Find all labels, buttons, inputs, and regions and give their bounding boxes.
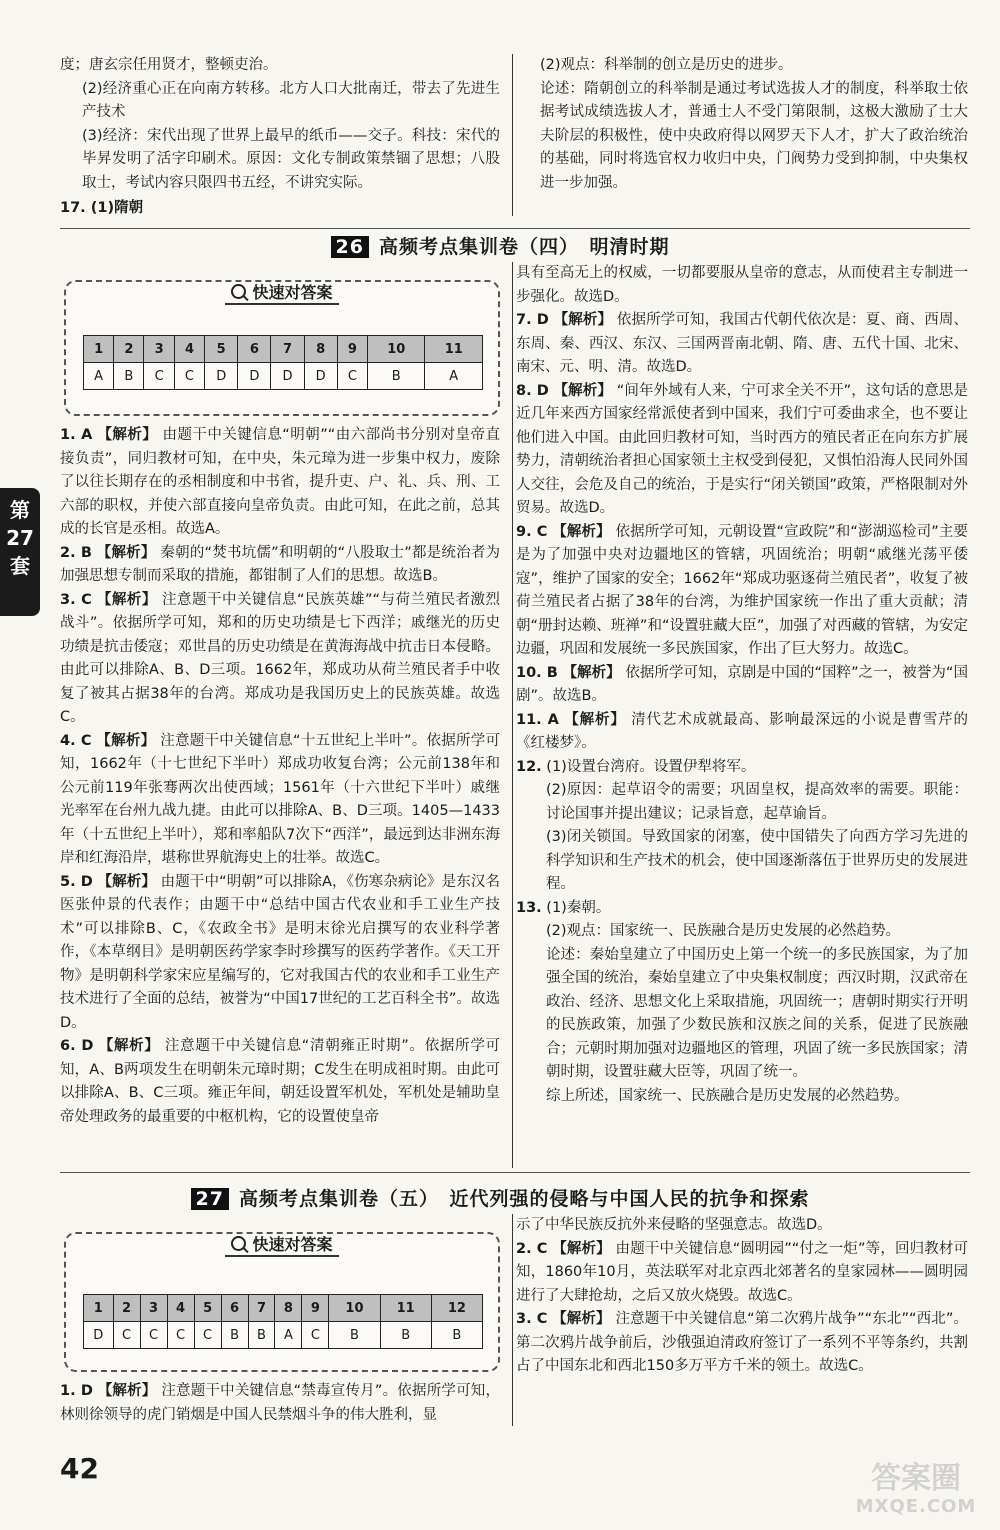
answer-number-cell: 11 <box>380 1295 431 1322</box>
answer-letter-cell: B <box>431 1322 482 1349</box>
answer-item <box>60 424 500 542</box>
analysis-tag: 【解析】 <box>553 382 612 399</box>
answer-item <box>60 1035 500 1129</box>
answer-letter-cell: C <box>174 363 204 390</box>
sec26-top-rule <box>60 228 970 229</box>
answer-letter-cell: C <box>140 1322 167 1349</box>
answer-number-cell: 10 <box>368 336 425 363</box>
answer-letter-cell: B <box>329 1322 380 1349</box>
answer-text: 由题干中关键信息“圆明园”“付之一炬”等，回归教材可知，1860年10月，英法联军对北京西北郊著名的皇家园林——圆明园进行了大肆抢劫，之后又放火烧毁。故选C。 <box>516 1240 969 1304</box>
sec26-heading <box>0 232 1000 259</box>
sec26-left-column <box>60 424 500 1129</box>
answer-number-cell: 12 <box>431 1295 482 1322</box>
answer-number-cell: 9 <box>302 1295 329 1322</box>
question-number: 12. <box>516 758 542 775</box>
top-left-line-2: (2)经济重心正在向南方转移。北方人口大批南迁，带去了先进生产技术 <box>82 80 500 120</box>
answer-letter-cell: C <box>167 1322 194 1349</box>
answer-item <box>516 920 968 944</box>
answer-item <box>516 662 968 709</box>
question-number: 3. C <box>60 591 92 608</box>
analysis-tag: 【解析】 <box>552 523 611 540</box>
answer-text: 注意题干中关键信息“十五世纪上半叶”。依据所学可知，1662年（十七世纪下半叶）郑成功收复台湾；公元前138年和公元前119年张骞两次出使西域；1561年（十六世纪下半叶）戚继光率军在台州九战九捷。由此可以排除A、B、D三项。1405—1433年（十五世纪上半叶），郑和率船队7次下“西洋”，最远到达非洲东海岸和红海沿岸，堪称世界航海史上的壮举。故选C。 <box>60 732 501 866</box>
answer-letter-cell: C <box>113 1322 140 1349</box>
answer-number-cell: 7 <box>271 336 304 363</box>
answer-text: (2)观点：国家统一、民族融合是历史发展的必然趋势。 <box>546 923 901 939</box>
answer-number-cell: 4 <box>174 336 204 363</box>
analysis-tag: 【解析】 <box>553 312 613 328</box>
analysis-tag: 【解析】 <box>96 732 156 749</box>
sec26-answer-table <box>83 335 483 390</box>
analysis-tag: 【解析】 <box>97 427 158 443</box>
sec27-title: 高频考点集训卷（五） 近代列强的侵略与中国人民的抗争和探索 <box>238 1188 810 1210</box>
answer-text: 依据所学可知，京剧是中国的“国粹”之一，被誉为“国剧”。故选B。 <box>516 664 968 704</box>
answer-item <box>516 1308 968 1379</box>
answer-number-cell: 9 <box>337 336 367 363</box>
question-number: 10. B <box>516 664 558 681</box>
answer-letter-cell: A <box>425 363 483 390</box>
sec27-answer-letters-row <box>84 1322 483 1349</box>
analysis-tag: 【解析】 <box>97 873 156 890</box>
answer-letter-cell: B <box>248 1322 275 1349</box>
sec27-quick-answer-label: 快速对答案 <box>252 1235 333 1254</box>
sec26-badge: 26 <box>331 236 369 258</box>
answer-number-cell: 6 <box>238 336 271 363</box>
answer-item <box>516 709 968 756</box>
answer-letter-cell: D <box>84 1322 114 1349</box>
sec26-quick-answer-label: 快速对答案 <box>252 283 333 302</box>
top-right-column <box>540 54 968 195</box>
answer-number-cell: 6 <box>221 1295 248 1322</box>
answer-text: “间年外域有人来，宁可求全关不开”，这句话的意思是近几年来西方国家经常派使者到中国来，我们宁可委曲求全，也不要让他们进入中国。由此回归教材可知，当时西方的殖民者正在向东方扩展势力，清朝统治者担心国家领土主权受到侵犯，又惧怕沿海人民同外国人交往，会危及自己的统治，于是实行“闭关锁国”政策，严格限制对外贸易。故选D。 <box>516 382 969 516</box>
sec27-answer-table <box>83 1294 483 1349</box>
question-number: 1. D <box>60 1383 93 1399</box>
analysis-tag: 【解析】 <box>552 1240 611 1257</box>
answer-letter-cell: C <box>337 363 367 390</box>
answer-number-cell: 11 <box>425 336 483 363</box>
answer-number-cell: 10 <box>329 1295 380 1322</box>
answer-number-cell: 7 <box>248 1295 275 1322</box>
answer-letter-cell: A <box>84 363 114 390</box>
page-number: 42 <box>60 1452 99 1485</box>
answer-item <box>516 897 968 921</box>
answer-letter-cell: B <box>380 1322 431 1349</box>
answer-letter-cell: B <box>368 363 425 390</box>
analysis-tag: 【解析】 <box>552 1311 611 1327</box>
answer-number-cell: 2 <box>114 336 144 363</box>
question-number: 2. B <box>60 544 92 561</box>
side-tab-line-3: 套 <box>10 554 30 578</box>
analysis-tag: 【解析】 <box>562 664 621 681</box>
question-number: 3. C <box>516 1311 548 1327</box>
answer-letter-cell: C <box>302 1322 329 1349</box>
answer-text: 秦朝的“焚书坑儒”和明朝的“八股取士”都是统治者为加强思想专制而采取的措施，都钳制了人们的思想。故选B。 <box>60 544 501 584</box>
answer-item <box>516 309 968 380</box>
answer-text: 示了中华民族反抗外来侵略的坚强意志。故选D。 <box>516 1217 832 1233</box>
sec27-left-column <box>60 1380 500 1427</box>
answer-item <box>60 542 500 589</box>
answer-letter-cell: B <box>114 363 144 390</box>
answer-item <box>60 589 500 730</box>
answer-item <box>516 756 968 780</box>
question-number: 6. D <box>60 1038 94 1054</box>
top-left-line-4: 17. (1)隋朝 <box>60 200 144 216</box>
sec26-column-divider <box>512 262 513 1168</box>
top-right-line-1: (2)观点：科举制的创立是历史的进步。 <box>540 57 793 73</box>
answer-letter-cell: D <box>205 363 238 390</box>
answer-item <box>516 826 968 897</box>
sec26-answer-letters-row <box>84 363 483 390</box>
answer-item <box>60 871 500 1036</box>
answer-text: (2)原因：起草诏令的需要；巩固皇权，提高效率的需要。职能：讨论国事并提出建议；记录旨意，起草谕旨。 <box>546 782 968 822</box>
question-number: 8. D <box>516 382 549 399</box>
answer-letter-cell: D <box>238 363 271 390</box>
side-tab-line-2: 27 <box>6 526 34 550</box>
answer-number-cell: 3 <box>140 1295 167 1322</box>
sec26-answer-numbers-row <box>84 336 483 363</box>
answer-text: 由题干中关键信息“明朝”“由六部尚书分别对皇帝直接负责”，同归教材可知，在中央，朱元璋为进一步集中权力，废除了以往长期存在的丞相制度和中书省，提升吏、户、礼、兵、刑、工六部的职权，并使六部直接向皇帝负责。由此可知，在此之前，总其成的长官是丞相。故选A。 <box>60 427 501 537</box>
answer-item <box>516 944 968 1085</box>
answer-letter-cell: D <box>304 363 337 390</box>
analysis-tag: 【解析】 <box>96 544 156 561</box>
answer-item <box>516 262 968 309</box>
question-number: 11. A <box>516 711 559 728</box>
top-right-line-2: 论述：隋朝创立的科举制是通过考试选拔人才的制度，科举取士依据考试成绩选拔人才，普通士人不受门第限制，这极大激励了士大夫阶层的积极性，使中央政府得以网罗天下人才，扩大了政治统治的基础，同时将选官权力收归中央，门阀势力受到抑制，中央集权进一步加强。 <box>540 80 968 191</box>
analysis-tag: 【解析】 <box>564 711 626 728</box>
side-tab <box>0 488 40 616</box>
answer-letter-cell: C <box>194 1322 221 1349</box>
top-left-line-1: 度；唐玄宗任用贤才，整顿吏治。 <box>60 57 278 73</box>
sec27-heading <box>0 1184 1000 1211</box>
answer-number-cell: 1 <box>84 336 114 363</box>
answer-letter-cell: D <box>271 363 304 390</box>
analysis-tag: 【解析】 <box>98 1038 160 1054</box>
answer-text: 具有至高无上的权威，一切都要服从皇帝的意志，从而使君主专制进一步强化。故选D。 <box>516 265 968 305</box>
sec26-right-column <box>516 262 968 1108</box>
answer-item <box>516 1085 968 1109</box>
question-number: 1. A <box>60 427 93 443</box>
sec26-title: 高频考点集训卷（四） 明清时期 <box>378 236 670 258</box>
sec27-badge: 27 <box>191 1188 229 1210</box>
top-left-column <box>60 54 500 221</box>
search-icon <box>231 284 246 299</box>
answer-number-cell: 8 <box>304 336 337 363</box>
answer-number-cell: 5 <box>205 336 238 363</box>
answer-letter-cell: B <box>221 1322 248 1349</box>
answer-number-cell: 1 <box>84 1295 114 1322</box>
answer-number-cell: 2 <box>113 1295 140 1322</box>
side-tab-line-1: 第 <box>10 498 30 522</box>
answer-number-cell: 4 <box>167 1295 194 1322</box>
question-number: 5. D <box>60 873 93 890</box>
answer-text: 注意题干中关键信息“清朝雍正时期”。依据所学可知，A、B两项发生在明朝朱元璋时期；C发生在明成祖时期。由此可以排除A、B、C三项。雍正年间，朝廷设置军机处，军机处是辅助皇帝处理政务的最重要的中枢机构，它的设置使皇帝 <box>60 1038 501 1125</box>
question-number: 9. C <box>516 523 548 540</box>
sec26-quick-answer-title <box>66 280 498 305</box>
answer-item <box>516 779 968 826</box>
sec27-top-rule <box>60 1172 970 1173</box>
sec27-column-divider <box>512 1214 513 1426</box>
answer-item <box>516 380 968 521</box>
answer-text: (1)秦朝。 <box>546 899 611 916</box>
answer-text: 注意题干中关键信息“禁毒宣传月”。依据所学可知，林则徐领导的虎门销烟是中国人民禁烟斗争的伟大胜利，显 <box>60 1383 500 1423</box>
question-number: 13. <box>516 899 542 916</box>
answer-text: 综上所述，国家统一、民族融合是历史发展的必然趋势。 <box>546 1087 909 1104</box>
answer-item <box>60 1380 500 1427</box>
answer-letter-cell: C <box>144 363 174 390</box>
analysis-tag: 【解析】 <box>97 1383 157 1399</box>
answer-text: (1)设置台湾府。设置伊犁将军。 <box>546 758 756 775</box>
watermark-sub: MXQE.COM <box>855 1496 977 1517</box>
sec27-answer-numbers-row <box>84 1295 483 1322</box>
answer-text: 清代艺术成就最高、影响最深远的小说是曹雪芹的《红楼梦》。 <box>516 711 969 751</box>
watermark-logo <box>836 1462 996 1528</box>
answer-item <box>516 1214 968 1238</box>
answer-item <box>60 730 500 871</box>
question-number: 2. C <box>516 1240 548 1257</box>
answer-text: 注意题干中关键信息“民族英雄”“与荷兰殖民者激烈战斗”。依据所学可知，郑和的历史功绩是七下西洋；戚继光的历史功绩是抗击倭寇；邓世昌的历史功绩是在黄海海战中抗击日本侵略。由此可以排除A、B、D三项。1662年，郑成功从荷兰殖民者手中收复了被其占据38年的台湾。郑成功是我国历史上的民族英雄。故选C。 <box>60 591 501 725</box>
analysis-tag: 【解析】 <box>96 591 157 608</box>
answer-item <box>516 521 968 662</box>
answer-number-cell: 8 <box>275 1295 302 1322</box>
answer-number-cell: 3 <box>144 336 174 363</box>
top-column-divider <box>512 54 513 216</box>
answer-number-cell: 5 <box>194 1295 221 1322</box>
top-left-line-3: (3)经济：宋代出现了世界上最早的纸币——交子。科技：宋代的毕昇发明了活字印刷术。原因：文化专制政策禁锢了思想；八股取士，考试内容只限四书五经，不讲究实际。 <box>82 127 500 191</box>
answer-text: 注意题干中关键信息“第二次鸦片战争”“东北”“西北”。第二次鸦片战争前后，沙俄强迫清政府签订了一系列不平等条约，共割占了中国东北和西北150多万平方千米的领土。故选C。 <box>516 1311 969 1374</box>
answer-item <box>516 1238 968 1309</box>
sec27-quick-answer-title <box>66 1232 498 1257</box>
question-number: 4. C <box>60 732 92 749</box>
answer-text: (3)闭关锁国。导致国家的闭塞，使中国错失了向西方学习先进的科学知识和生产技术的机会，使中国逐渐落伍于世界历史的发展进程。 <box>546 829 968 892</box>
sec27-right-column <box>516 1214 968 1379</box>
answer-text: 依据所学可知，我国古代朝代依次是：夏、商、西周、东周、秦、西汉、东汉、三国两晋南北朝、隋、唐、五代十国、北宋、南宋、元、明、清。故选D。 <box>516 312 969 375</box>
answer-text: 依据所学可知，元朝设置“宣政院”和“澎湖巡检司”主要是为了加强中央对边疆地区的管辖，巩固统治；明朝“戚继光荡平倭寇”，维护了国家的安全；1662年“郑成功驱逐荷兰殖民者”，收复了被荷兰殖民者占据了38年的台湾，为维护国家统一作出了重大贡献；清朝“册封达赖、班禅”和“设置驻藏大臣”，加强了对西藏的管辖，为安定边疆，巩固和发展统一多民族国家，作出了巨大努力。故选C。 <box>516 523 969 657</box>
answer-text: 论述：秦始皇建立了中国历史上第一个统一的多民族国家，为了加强全国的统治，秦始皇建立了中央集权制度；西汉时期，汉武帝在政治、经济、思想文化上采取措施，巩固统一；唐朝时期实行开明的民族政策，加强了少数民族和汉族之间的关系，促进了民族融合；元朝时期加强对边疆地区的管理，巩固了统一多民族国家；清朝时期，设置驻藏大臣等，巩固了统一。 <box>546 946 968 1080</box>
answer-text: 由题干中“明朝”可以排除A，《伤寒杂病论》是东汉名医张仲景的代表作；由题干中“总结中国古代农业和手工业生产技术”可以排除B、C，《农政全书》是明末徐光启撰写的农业科学著作，《本草纲目》是明朝医药学家李时珍撰写的医药学著作。《天工开物》是明朝科学家宋应星编写的，它对我国古代的农业和手工业生产技术进行了全面的总结，被誉为“中国17世纪的工艺百科全书”。故选D。 <box>60 873 500 1031</box>
question-number: 7. D <box>516 312 549 328</box>
search-icon <box>231 1236 246 1251</box>
answer-letter-cell: A <box>275 1322 302 1349</box>
watermark-main: 答案圈 <box>871 1461 961 1496</box>
